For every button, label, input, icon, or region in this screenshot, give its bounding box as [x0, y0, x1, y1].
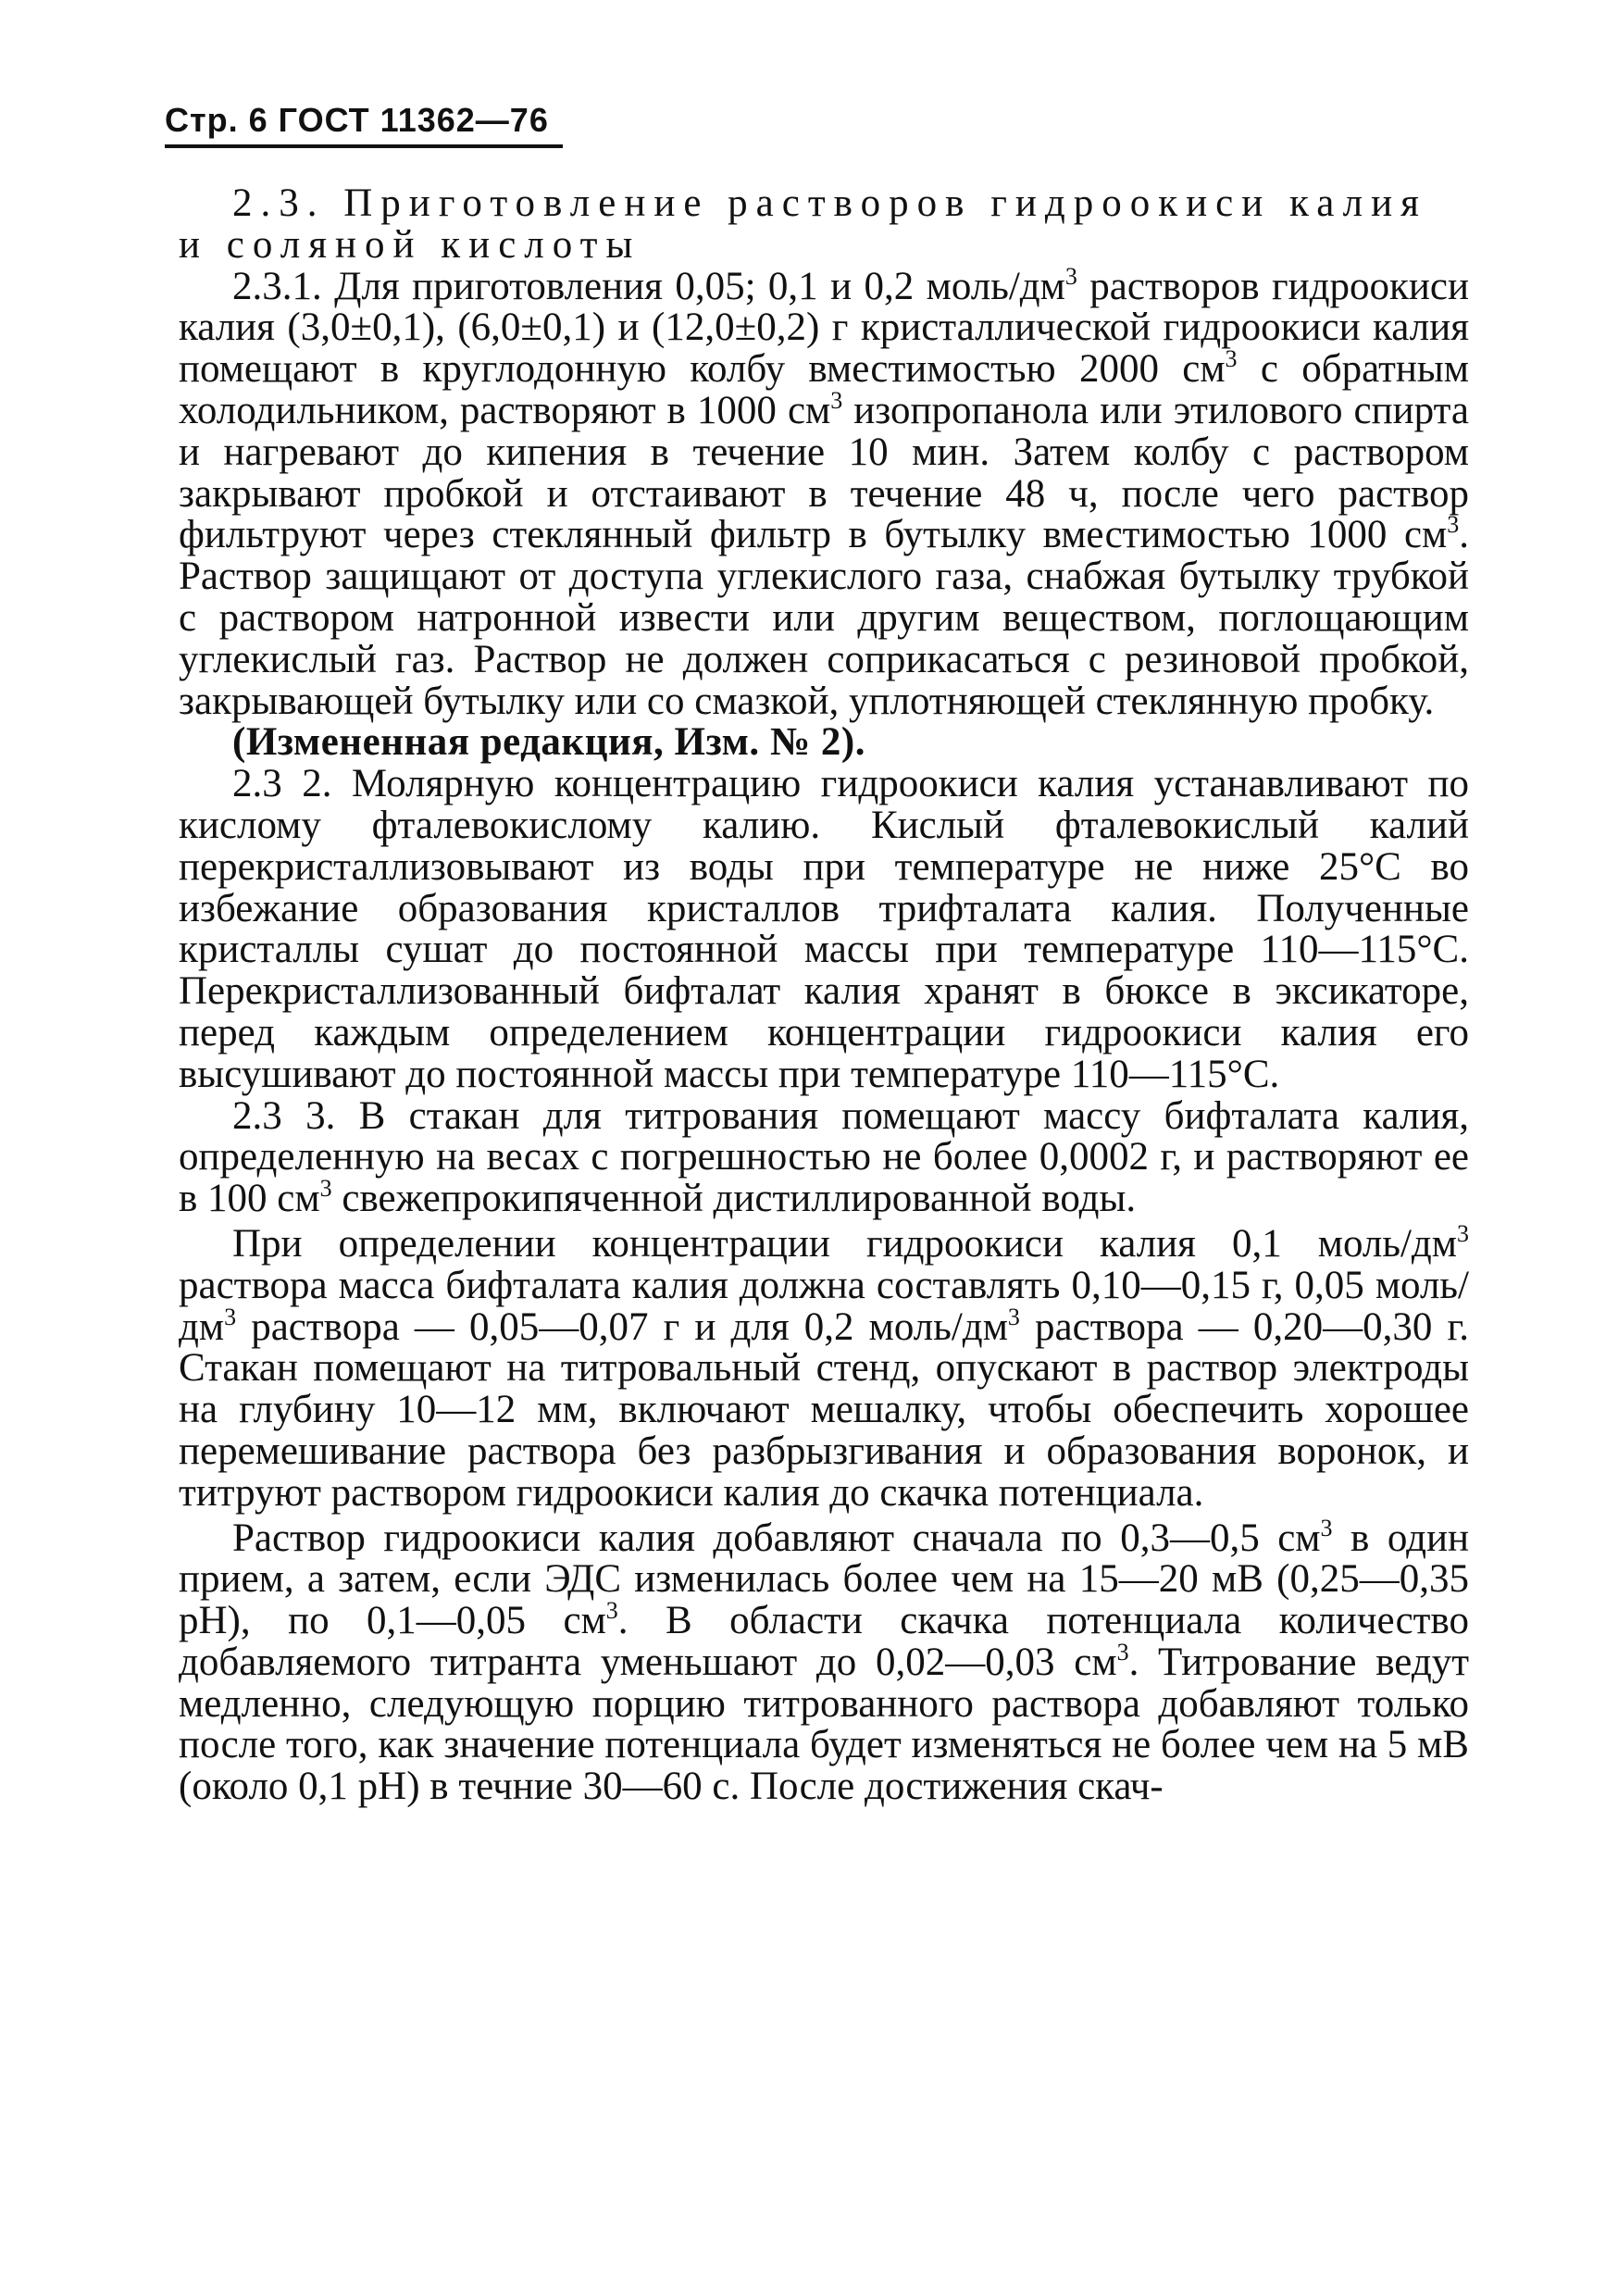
superscript: 3: [319, 1175, 332, 1203]
section-heading-2-3: 2.3. Приготовление растворов гидроокиси калия и соляной кислоты: [179, 181, 1427, 267]
paragraph-2-3-3: 2.3 3. В стакан для титрования помещают массу бифталата калия, определенную на весах с погрешностью не более 0,0002 г, и растворяют ее в 100 $см^3$ свежепрокипяченной дистиллированной воды.: [179, 1093, 1469, 1221]
paragraph-titrant-addition: Раствор гидроокиси калия добавляют сначала по 0,3—0,5 $см^3$ в один прием, а затем, если ЭДС изменилась более чем на 15—20 мВ (0,25—0,35 рН), по 0,1—0,05 $см^3$. В области скачка потенциала количество добавляемого титранта уменьшают до 0,02—0,03 $см^3$. Титрование ведут медленно, следующую порцию титрованного раствора добавляют только после того, как значение потенциала будет изменяться не более чем на 5 мВ (около 0,1 рН) в течние 30—60 с. После достижения скач-: [179, 1514, 1470, 1809]
paragraph-2-3-1: 2.3.1. Для приготовления 0,05; 0,1 и 0,2 моль/$дм^3$ растворов гидроокиси калия (3,0±0,1), (6,0±0,1) и (12,0±0,2) г кристаллической гидроокиси калия помещают в круглодонную колбу вместимостью 2000 $см^3$ с обратным холодильником, растворяют в 1000 $см^3$ изопропанола или этилового спирта и нагревают до кипения в течение 10 мин. Затем колбу с раствором закрывают пробкой и отстаивают в течение 48 ч, после чего раствор фильтруют через стеклянный фильтр в бутылку вместимостью 1000 $см^3$. Раствор защищают от доступа углекислого газа, снабжая бутылку трубкой с раствором натронной извести или другим веществом, поглощающим углекислый газ. Раствор не должен соприкасаться с резиновой пробкой, закрывающей бутылку или со смазкой, уплотняющей стеклянную пробку.: [179, 262, 1470, 723]
superscript: 3: [830, 386, 843, 414]
superscript: 3: [1320, 1514, 1333, 1541]
superscript: 3: [1457, 1219, 1469, 1247]
superscript: 3: [1007, 1303, 1020, 1330]
superscript: 3: [1225, 345, 1238, 373]
page-header-text: Стр. 6 ГОСТ 11362—76: [165, 101, 549, 139]
paragraph-sample-mass: При определении концентрации гидроокиси калия 0,1 моль/$дм^3$ раствора масса бифталата калия должна составлять 0,10—0,15 г, 0,05 моль/$дм^3$ раствора — 0,05—0,07 г и для 0,2 моль/$дм^3$ раствора — 0,20—0,30 г. Стакан помещают на титровальный стенд, опускают в раствор электроды на глубину 10—12 мм, включают мешалку, чтобы обеспечить хорошее перемешивание раствора без разбрызгивания и образования воронок, и титруют раствором гидроокиси калия до скачка потенциала.: [179, 1219, 1469, 1515]
page-header: [165, 100, 563, 141]
superscript: 3: [1064, 262, 1077, 290]
superscript: 3: [1116, 1638, 1129, 1666]
superscript: 3: [224, 1303, 237, 1330]
superscript: 3: [1447, 511, 1460, 539]
document-body: [179, 183, 1469, 1808]
paragraph-2-3-2: 2.3 2. Молярную концентрацию гидроокиси калия устанавливают по кислому фталевокислому калию. Кислый фталевокислый калий перекристаллизовывают из воды при температуре не ниже 25°С во избежание образования кристаллов трифталата калия. Полученные кристаллы сушат до постоянной массы при температуре 110—115°С. Перекристаллизованный бифталат калия хранят в бюксе в эксикаторе, перед каждым определением концентрации гидроокиси калия его высушивают до постоянной массы при температуре 110—115°С.: [179, 762, 1469, 1096]
header-divider: [165, 144, 563, 148]
amendment-note: (Измененная редакция, Изм. № 2).: [232, 720, 865, 765]
superscript: 3: [605, 1597, 618, 1625]
